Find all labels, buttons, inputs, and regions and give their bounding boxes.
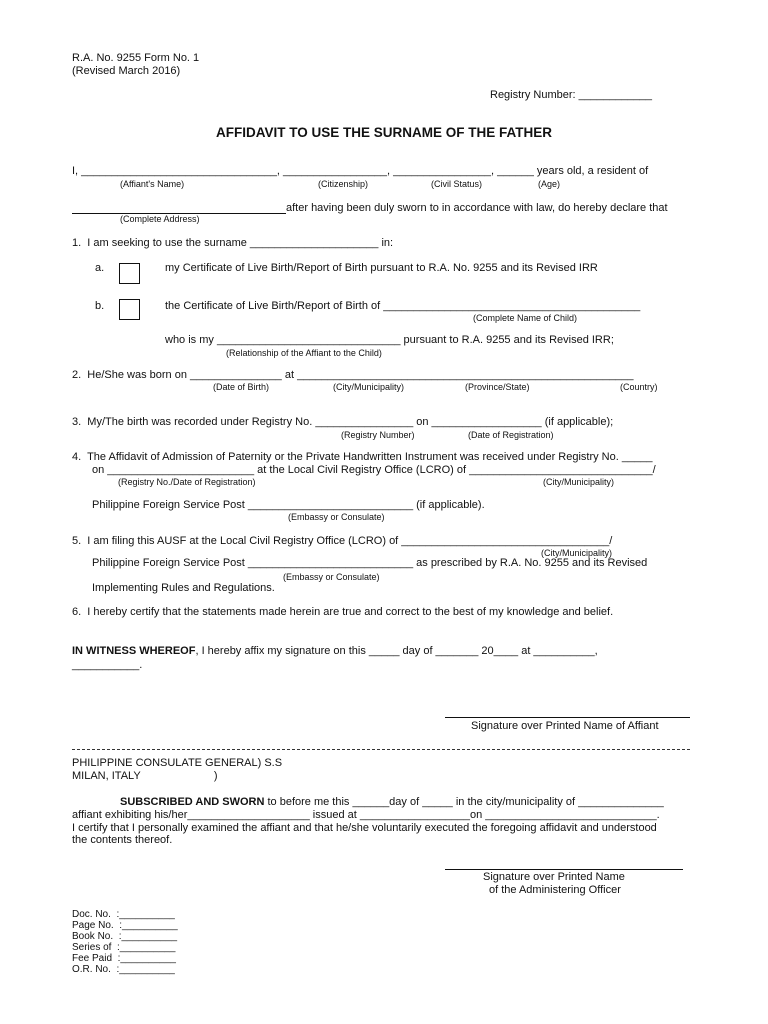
item-5-filing: 5. I am filing this AUSF at the Local Civil Registry Office (LCRO) of __________________________________/ bbox=[72, 535, 613, 547]
jurat-line-4: the contents thereof. bbox=[72, 834, 173, 846]
witness-clause bbox=[72, 645, 598, 658]
witness-text: , I hereby affix my signature on this _____ day of _______ 20____ at __________, bbox=[195, 645, 598, 657]
caption-citizenship: (Citizenship) bbox=[318, 179, 369, 189]
item-1b-relationship: who is my ______________________________ pursuant to R.A. 9255 and its Revised IRR; bbox=[165, 334, 614, 346]
item-1b-text: the Certificate of Live Birth/Report of Birth of __________________________________________ bbox=[165, 300, 641, 312]
section-divider bbox=[72, 749, 690, 750]
jurat-heading: SUBSCRIBED AND SWORN bbox=[120, 796, 265, 808]
caption-relationship: (Relationship of the Affiant to the Child) bbox=[226, 348, 382, 358]
caption-filing-city: (City/Municipality) bbox=[541, 548, 613, 558]
item-6-certification: 6. I hereby certify that the statements made herein are true and correct to the best of my knowledge and belief. bbox=[72, 606, 614, 618]
caption-child-name: (Complete Name of Child) bbox=[473, 313, 578, 323]
item-1b-label: b. bbox=[95, 300, 105, 312]
notarial-or-no: O.R. No. :__________ bbox=[72, 964, 175, 975]
item-4-foreign-post: Philippine Foreign Service Post ___________________________ (if applicable). bbox=[92, 499, 485, 511]
caption-civil-status: (Civil Status) bbox=[431, 179, 483, 189]
affiant-signature-line bbox=[445, 717, 690, 718]
caption-age: (Age) bbox=[538, 179, 561, 189]
jurat-line-2: affiant exhibiting his/her____________________ issued at __________________on ____________________________. bbox=[72, 809, 660, 821]
consulate-name: PHILIPPINE CONSULATE GENERAL) S.S bbox=[72, 757, 283, 769]
affiant-info-line: I, ________________________________, _________________, ________________, ______ years old, a resident of bbox=[72, 165, 649, 177]
officer-signature-caption-2: of the Administering Officer bbox=[489, 884, 621, 896]
item-1a-label: a. bbox=[95, 262, 105, 274]
item-3-registry: 3. My/The birth was recorded under Registry No. ________________ on __________________ (if applicable); bbox=[72, 416, 614, 428]
item-2-birth: 2. He/She was born on _______________ at _______________________________________________________ bbox=[72, 369, 634, 381]
witness-heading: IN WITNESS WHEREOF bbox=[72, 645, 196, 657]
form-number: R.A. No. 9255 Form No. 1 bbox=[72, 52, 200, 64]
caption-registry-number: (Registry Number) bbox=[341, 430, 415, 440]
notarial-doc-no: Doc. No. :__________ bbox=[72, 909, 175, 920]
jurat-line-1 bbox=[120, 796, 664, 809]
item-5-foreign-post: Philippine Foreign Service Post ___________________________ as prescribed by R.A. No. 9255 and its Revised bbox=[92, 557, 648, 569]
caption-date-of-birth: (Date of Birth) bbox=[213, 382, 270, 392]
caption-filing-embassy: (Embassy or Consulate) bbox=[283, 572, 380, 582]
jurat-text: to before me this ______day of _____ in the city/municipality of ______________ bbox=[264, 796, 664, 808]
revision-date: (Revised March 2016) bbox=[72, 65, 181, 77]
item-1a-text: my Certificate of Live Birth/Report of Birth pursuant to R.A. No. 9255 and its Revised IRR bbox=[165, 262, 598, 274]
registry-number-field: Registry Number: ____________ bbox=[490, 89, 653, 101]
caption-affiant-name: (Affiant's Name) bbox=[120, 179, 185, 189]
notarial-book-no: Book No. :__________ bbox=[72, 931, 178, 942]
notarial-page-no: Page No. :__________ bbox=[72, 920, 178, 931]
notarial-series: Series of :__________ bbox=[72, 942, 176, 953]
witness-place-line: ___________. bbox=[72, 659, 143, 671]
caption-address: (Complete Address) bbox=[120, 214, 200, 224]
sworn-declaration-line: after having been duly sworn to in accordance with law, do hereby declare that bbox=[286, 202, 668, 214]
consulate-city: MILAN, ITALY ) bbox=[72, 770, 218, 782]
caption-registry-date: (Registry No./Date of Registration) bbox=[118, 477, 256, 487]
caption-province: (Province/State) bbox=[465, 382, 530, 392]
item-1-surname: 1. I am seeking to use the surname _____________________ in: bbox=[72, 237, 394, 249]
caption-country: (Country) bbox=[620, 382, 658, 392]
item-5-rules: Implementing Rules and Regulations. bbox=[92, 582, 275, 594]
notarial-fee-paid: Fee Paid :__________ bbox=[72, 953, 176, 964]
caption-date-of-registration: (Date of Registration) bbox=[468, 430, 554, 440]
jurat-line-3: I certify that I personally examined the affiant and that he/she voluntarily executed the foregoing affidavit and understood bbox=[72, 822, 657, 834]
caption-lcro-city: (City/Municipality) bbox=[543, 477, 615, 487]
affiant-signature-caption: Signature over Printed Name of Affiant bbox=[471, 720, 659, 732]
officer-signature-caption-1: Signature over Printed Name bbox=[483, 871, 625, 883]
item-4-lcro: on ________________________ at the Local Civil Registry Office (LCRO) of ______________________________/ bbox=[92, 464, 656, 476]
checkbox-option-a[interactable] bbox=[119, 263, 140, 284]
item-4-paternity: 4. The Affidavit of Admission of Paternity or the Private Handwritten Instrument was received under Registry No. _____ bbox=[72, 451, 653, 463]
checkbox-option-b[interactable] bbox=[119, 299, 140, 320]
caption-embassy: (Embassy or Consulate) bbox=[288, 512, 385, 522]
document-title: AFFIDAVIT TO USE THE SURNAME OF THE FATHER bbox=[215, 125, 552, 140]
caption-city-of-birth: (City/Municipality) bbox=[333, 382, 405, 392]
officer-signature-line bbox=[445, 869, 683, 870]
